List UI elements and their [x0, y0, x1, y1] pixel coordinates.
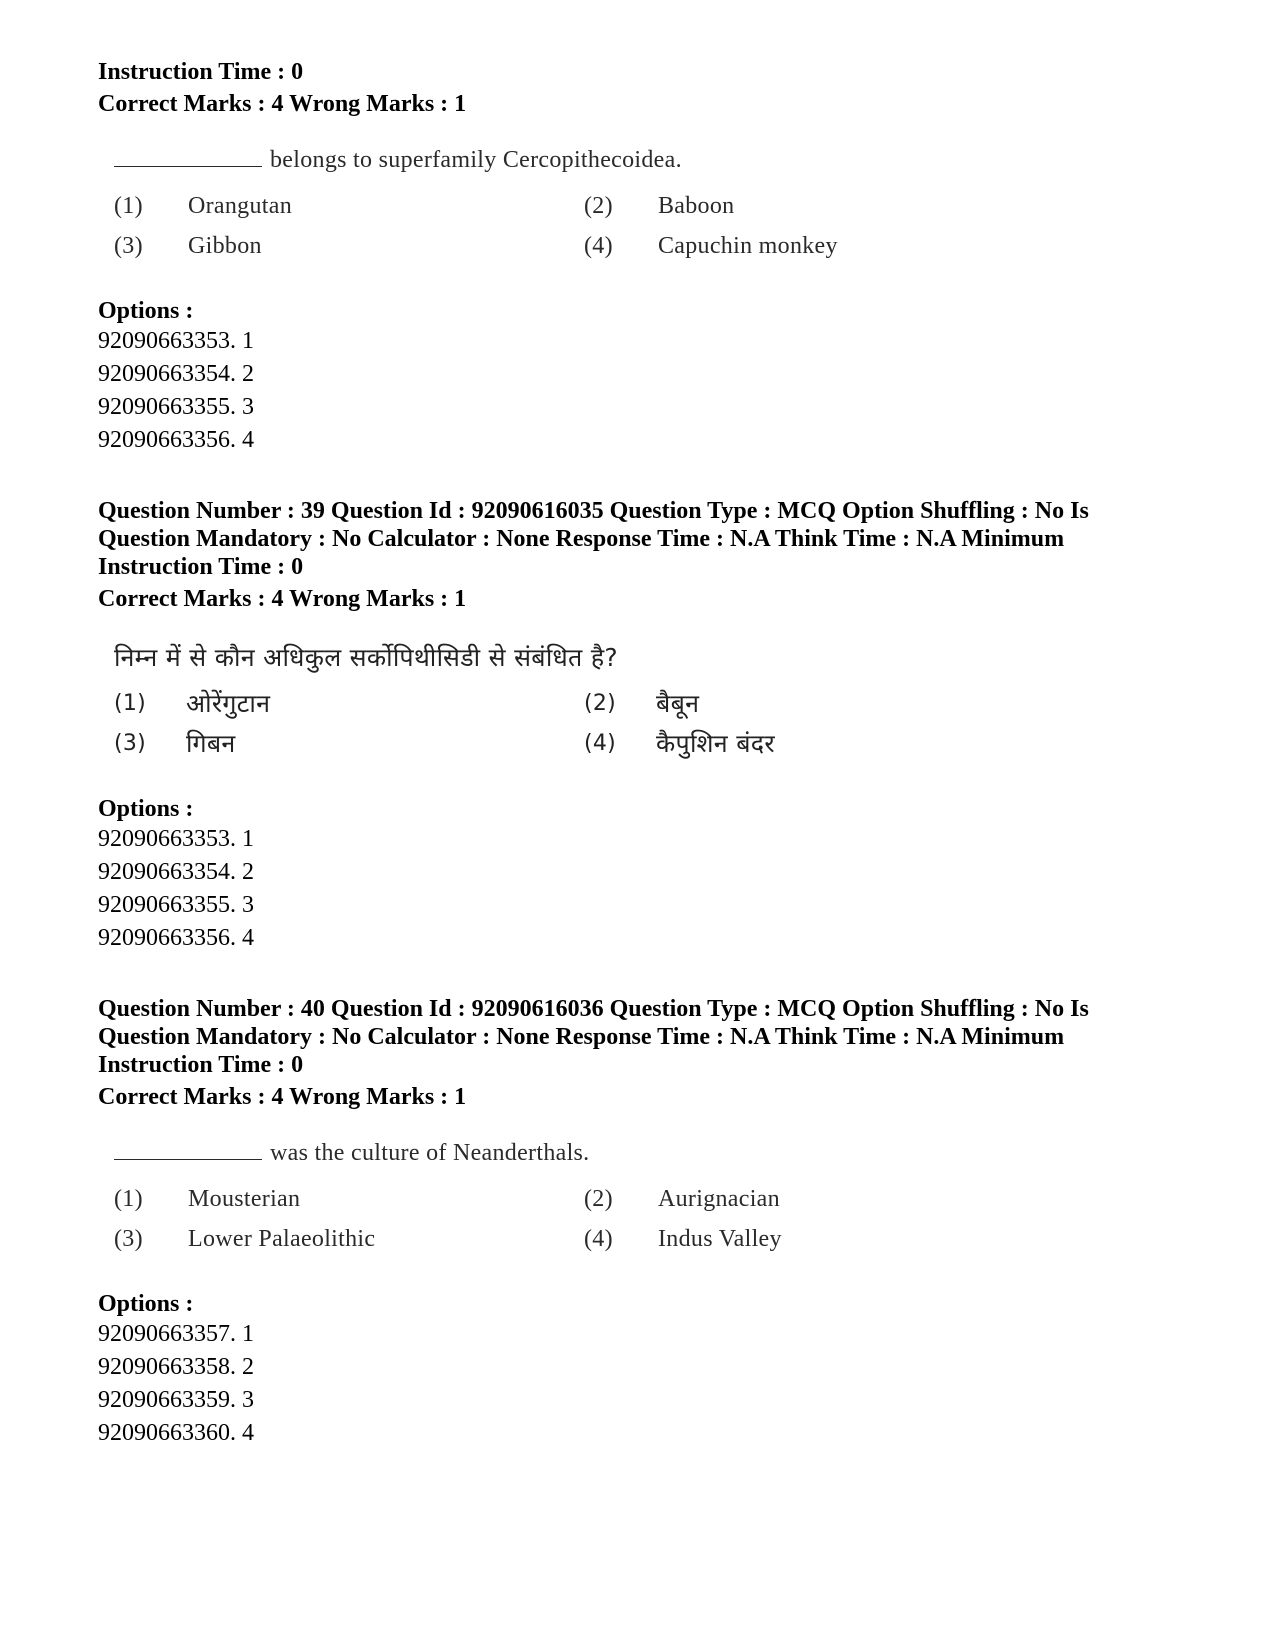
choice-text: Lower Palaeolithic — [188, 1226, 376, 1252]
choice-number: (4) — [584, 731, 617, 756]
choice-number: (3) — [114, 233, 143, 259]
choice-number: (1) — [114, 691, 147, 716]
choice-text: ओरेंगुटान — [186, 689, 271, 718]
fill-in-blank — [114, 1141, 262, 1160]
question-image — [114, 143, 1188, 261]
marks-line: Correct Marks : 4 Wrong Marks : 1 — [98, 586, 467, 612]
choice-number: (2) — [584, 1186, 613, 1212]
question-stem: निम्न में से कौन अधिकुल सर्कोपिथीसिडी से संबंधित है? — [114, 643, 618, 672]
choice-1 — [114, 689, 584, 719]
options-label: Options : — [98, 796, 194, 822]
question-39-block — [98, 497, 1188, 955]
choice-grid — [114, 1184, 1188, 1254]
choice-number: (2) — [584, 691, 617, 716]
options-label: Options : — [98, 1291, 194, 1317]
options-label: Options : — [98, 298, 194, 324]
choice-1 — [114, 191, 584, 221]
choice-number: (1) — [114, 1186, 143, 1212]
choice-4 — [584, 1224, 1054, 1254]
choice-3 — [114, 729, 584, 759]
question-40-block — [98, 995, 1188, 1450]
option-id-item: 92090663353. 1 — [98, 826, 254, 852]
question-38-block — [98, 58, 1188, 457]
question-stem — [114, 143, 1188, 177]
instruction-time: Instruction Time : 0 — [98, 59, 304, 85]
option-id-list — [98, 823, 1188, 955]
option-id-item: 92090663357. 1 — [98, 1321, 254, 1347]
choice-number: (2) — [584, 193, 613, 219]
instruction-time: Instruction Time : 0 — [98, 554, 304, 580]
choice-number: (3) — [114, 1226, 143, 1252]
choice-text: Mousterian — [188, 1186, 301, 1212]
instruction-time: Instruction Time : 0 — [98, 1052, 304, 1078]
question-stem-text: was the culture of Neanderthals. — [270, 1140, 590, 1166]
question-paper-page — [98, 58, 1188, 1450]
choice-text: Capuchin monkey — [658, 233, 838, 259]
choice-4 — [584, 231, 1054, 261]
option-id-item: 92090663354. 2 — [98, 859, 254, 885]
choice-2 — [584, 191, 1054, 221]
marks-line: Correct Marks : 4 Wrong Marks : 1 — [98, 1084, 467, 1110]
choice-text: Aurignacian — [658, 1186, 780, 1212]
choice-1 — [114, 1184, 584, 1214]
option-id-item: 92090663359. 3 — [98, 1387, 254, 1413]
question-header-line-2: Question Mandatory : No Calculator : None Response Time : N.A Think Time : N.A Minimum — [98, 1024, 1065, 1050]
choice-2 — [584, 1184, 1054, 1214]
question-image — [114, 641, 1188, 759]
choice-number: (1) — [114, 193, 143, 219]
choice-grid — [114, 689, 1188, 759]
choice-3 — [114, 1224, 584, 1254]
choice-number: (3) — [114, 731, 147, 756]
choice-3 — [114, 231, 584, 261]
question-stem-text: belongs to superfamily Cercopithecoidea. — [270, 147, 682, 173]
spacer — [98, 955, 1188, 995]
question-stem — [114, 1136, 1188, 1170]
question-header-line-1: Question Number : 40 Question Id : 92090616036 Question Type : MCQ Option Shuffling : No Is — [98, 996, 1089, 1022]
option-id-item: 92090663356. 4 — [98, 427, 254, 453]
option-id-item: 92090663358. 2 — [98, 1354, 254, 1380]
spacer — [98, 457, 1188, 497]
option-id-item: 92090663355. 3 — [98, 394, 254, 420]
question-image — [114, 1136, 1188, 1254]
choice-text: Orangutan — [188, 193, 292, 219]
option-id-list — [98, 325, 1188, 457]
choice-text: बैबून — [656, 689, 700, 718]
choice-text: Baboon — [658, 193, 735, 219]
choice-2 — [584, 689, 1054, 719]
choice-grid — [114, 191, 1188, 261]
option-id-item: 92090663355. 3 — [98, 892, 254, 918]
option-id-item: 92090663360. 4 — [98, 1420, 254, 1446]
fill-in-blank — [114, 148, 262, 167]
option-id-item: 92090663354. 2 — [98, 361, 254, 387]
choice-text: Indus Valley — [658, 1226, 782, 1252]
question-header-line-1: Question Number : 39 Question Id : 92090616035 Question Type : MCQ Option Shuffling : No Is — [98, 498, 1089, 524]
option-id-item: 92090663353. 1 — [98, 328, 254, 354]
option-id-item: 92090663356. 4 — [98, 925, 254, 951]
marks-line: Correct Marks : 4 Wrong Marks : 1 — [98, 91, 467, 117]
option-id-list — [98, 1318, 1188, 1450]
choice-text: गिबन — [186, 729, 236, 758]
choice-text: Gibbon — [188, 233, 262, 259]
choice-number: (4) — [584, 1226, 613, 1252]
choice-4 — [584, 729, 1054, 759]
choice-number: (4) — [584, 233, 613, 259]
choice-text: कैपुशिन बंदर — [656, 729, 775, 758]
question-header-line-2: Question Mandatory : No Calculator : None Response Time : N.A Think Time : N.A Minimum — [98, 526, 1065, 552]
